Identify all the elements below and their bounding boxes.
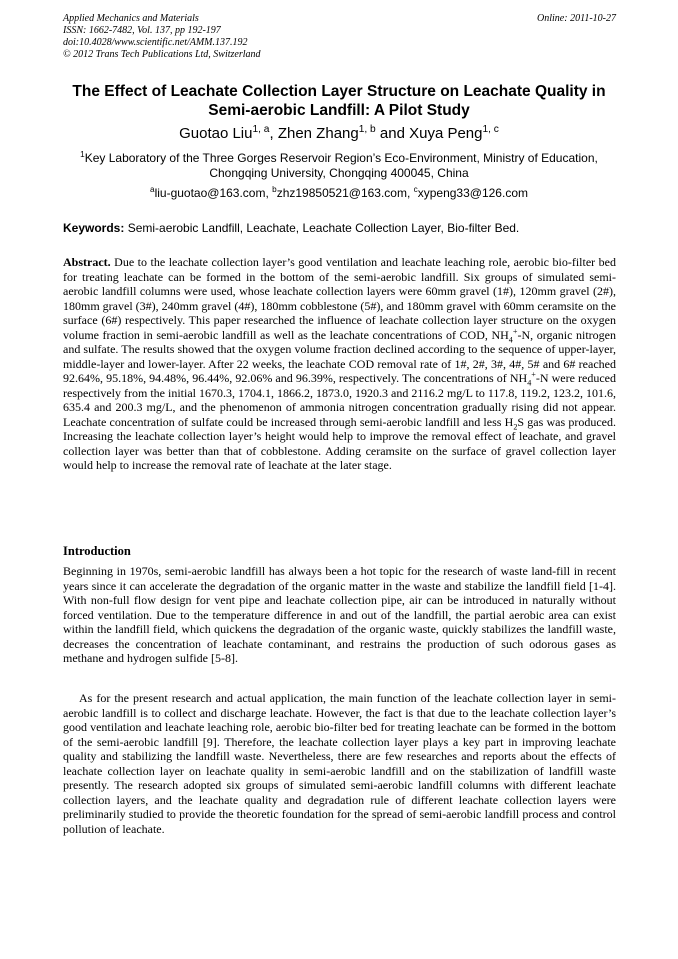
abstract [63,255,616,473]
affiliation-text: Key Laboratory of the Three Gorges Reservoir Region’s Eco-Environment, Ministry of Education, Chongqing University, Chongqing 400045, China [84,151,598,180]
author-emails [50,186,628,201]
subscript: 4 [508,334,513,344]
journal-header [63,13,616,61]
subscript: 2 [513,421,518,431]
superscript: + [512,326,518,336]
author-separator: , [269,125,278,142]
journal-name: Applied Mechanics and Materials [63,13,199,24]
author-superscript: 1, c [482,124,499,135]
author-separator: and [375,125,410,142]
paper-title: The Effect of Leachate Collection Layer Structure on Leachate Quality in Semi-aerobic Landfill: A Pilot Study [72,83,606,119]
email-link[interactable]: liu-guotao@163.com, [154,186,273,200]
abstract-text: -N, organic nitrogen and sulfate. The results showed that the oxygen volume fraction declined according to the sequence of upper-layer, middle-layer and lower-layer. After 22 weeks, the leachate COD removal rate of 1#, 2#, 3#, 4#, 5# and 6# reached 92.64%, 95.18%, 94.48%, 96.44%, 92.06% and 96.39%, respectively. The concentrations of NH [63,327,617,385]
issn-line: ISSN: 1662-7482, Vol. 137, pp 192-197 [63,25,221,36]
introduction-paragraph: As for the present research and actual application, the main function of the leachate collection layer in semi-aerobic landfill is to collect and discharge leachate. However, the fact is that due to the leachate collection layer’s good ventilation and leachate leaching role, aerobic bio-filter bed for treating leachate can be formed in the bottom of the semi-aerobic landfill [9]. Therefore, the leachate collection layer plays a key part in improving leachate quality and stabilizing the landfill waste. Nevertheless, there are few researches and reports about the effects of leachate collection layer on leachate quality in semi-aerobic landfill and on the stabilization of landfill waste presently. The research adopted six groups of simulated semi-aerobic landfill columns with different leachate collection layers, and the leachate quality and degradation rule of different leachate collection layers were preliminarily studied to provide the theoretic foundation for the spread of semi-aerobic landfill process and control pollution of leachate. [63,691,616,836]
affiliation [60,151,618,181]
keywords-label: Keywords: [63,221,125,235]
doi-line[interactable]: doi:10.4028/www.scientific.net/AMM.137.192 [63,37,248,48]
section-heading: Introduction [63,544,131,558]
abstract-text: Due to the leachate collection layer’s good ventilation and leachate leaching role, aerobic bio-filter bed for treating leachate can be formed in the bottom of the semi-aerobic landfill. Six groups of simulated semi-aerobic landfill columns were used, whose leachate collection layers were 60mm gravel (1#), 120mm gravel (2#), 180mm gravel (3#), 240mm gravel (4#), 180mm cobblestone (5#), and 180mm gravel with 60mm ceramsite on the surface (6#) respectively. This paper researched the influence of leachate collection layer structure on the oxygen volume fraction in semi-aerobic landfill as well as the leachate concentrations of COD, NH [63,255,616,342]
author-superscript: 1, b [358,124,376,135]
abstract-text: -N were reduced respectively from the initial 1670.3, 1704.1, 1866.2, 1873.0, 1920.3 and 2116.2 mg/L to 117.8, 119.2, 123.2, 101.6, 635.4 and 200.3 mg/L, and the phenomenon of ammonia nitrogen concentration gradually rising did not appear. Leachate concentration of sulfate could be increased through semi-aerobic landfill and less H [63,371,616,429]
email-link[interactable]: xypeng33@126.com [417,186,528,200]
abstract-text: S gas was produced. Increasing the leachate collection layer’s height would help to improve the removal effect of leachate, and gravel collection layer was better than that of cobblestone. Adding ceramsite on the surface of gravel collection layer would help to increase the removal rate of leachate at the later stage. [63,414,616,472]
author-list [50,125,628,143]
abstract-label: Abstract. [63,255,111,269]
keywords-text: Semi-aerobic Landfill, Leachate, Leachate Collection Layer, Bio-filter Bed. [124,221,520,235]
introduction-paragraph: Beginning in 1970s, semi-aerobic landfill has always been a hot topic for the research of waste land-fill in recent years since it can accelerate the degradation of the organic matter in the waste and stabilize the landfill field [1-4]. With non-full flow design for vent pipe and leachate collection pipe, air can be introduced in naturally without forced ventilation. Due to the temperature difference in and out of the landfill, the partial aerobic area can exist within the landfill field, which quickens the degradation of the organic waste, quickly stabilizes the landfill waste, decreases the concentration of leachate contaminant, and restrains the production of such odorous gases as methane and hydrogen sulfide [5-8]. [63,564,616,665]
email-superscript: c [413,185,418,194]
email-superscript: a [150,185,155,194]
email-link[interactable]: zhz19850521@163.com, [276,186,414,200]
superscript: + [531,370,536,379]
author-name: Guotao Liu [179,125,253,142]
author-name: Xuya Peng [409,125,483,142]
subscript: 4 [527,378,532,388]
online-date: Online: 2011-10-27 [537,13,616,24]
copyright-line: © 2012 Trans Tech Publications Ltd, Switzerland [63,49,261,60]
author-name: Zhen Zhang [277,125,359,142]
author-superscript: 1, a [252,124,270,135]
affiliation-superscript: 1 [80,150,85,159]
email-superscript: b [272,185,277,194]
keywords [63,221,616,236]
